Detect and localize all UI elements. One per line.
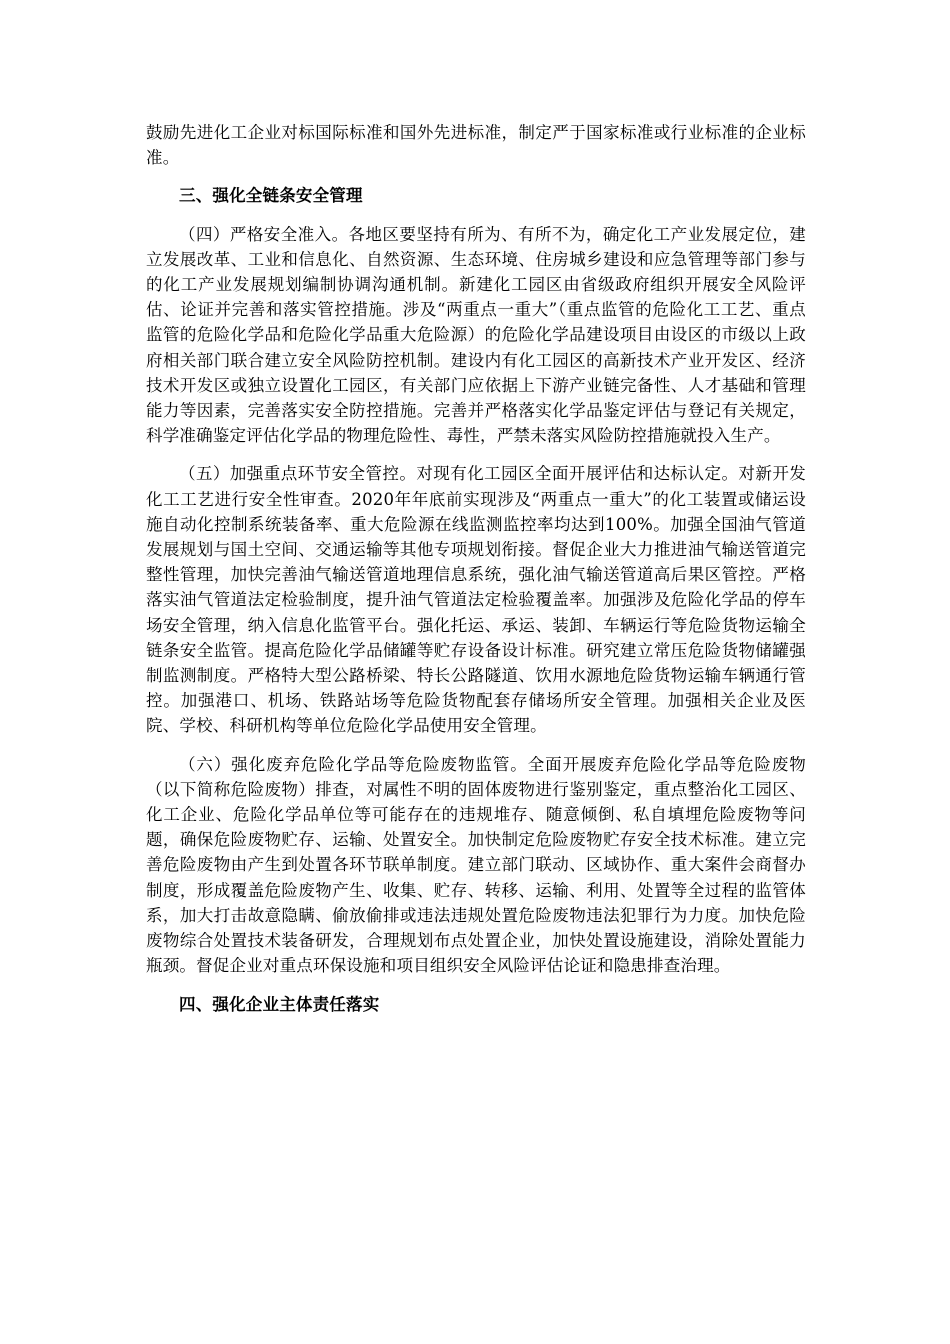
document-body [146, 120, 806, 1017]
section-heading-three: 三、强化全链条安全管理 [179, 186, 363, 206]
spacer [146, 979, 806, 992]
spacer [146, 739, 806, 752]
spacer [146, 448, 806, 461]
paragraph-four: （四）严格安全准入。各地区要坚持有所为、有所不为，确定化工产业发展定位，建立发展改革、工业和信息化、自然资源、生态环境、住房城乡建设和应急管理等部门参与的化工产业发展规划编制协调沟通机制。新建化工园区由省级政府组织开展安全风险评估、论证并完善和落实管控措施。涉及“两重点一重大”（重点监管的危险化工工艺、重点监管的危险化学品和危险化学品重大危险源）的危险化学品建设项目由设区的市级以上政府相关部门联合建立安全风险防控机制。建设内有化工园区的高新技术产业开发区、经济技术开发区或独立设置化工园区，有关部门应依据上下游产业链完备性、人才基础和管理能力等因素，完善落实安全防控措施。完善并严格落实化学品鉴定评估与登记有关规定，科学准确鉴定评估化学品的物理危险性、毒性，严禁未落实风险防控措施就投入生产。 [146, 224, 806, 446]
spacer [146, 170, 806, 183]
paragraph-six: （六）强化废弃危险化学品等危险废物监管。全面开展废弃危险化学品等危险废物（以下简称危险废物）排查，对属性不明的固体废物进行鉴别鉴定，重点整治化工园区、化工企业、危险化学品单位等可能存在的违规堆存、随意倾倒、私自填埋危险废物等问题，确保危险废物贮存、运输、处置安全。加快制定危险废物贮存安全技术标准。建立完善危险废物由产生到处置各环节联单制度。建立部门联动、区域协作、重大案件会商督办制度，形成覆盖危险废物产生、收集、贮存、转移、运输、利用、处置等全过程的监管体系，加大打击故意隐瞒、偷放偷排或违法违规处置危险废物违法犯罪行为力度。加快危险废物综合处置技术装备研发，合理规划布点处置企业，加快处置设施建设，消除处置能力瓶颈。督促企业对重点环保设施和项目组织安全风险评估论证和隐患排查治理。 [146, 754, 806, 976]
paragraph-five: （五）加强重点环节安全管控。对现有化工园区全面开展评估和达标认定。对新开发化工工艺进行安全性审查。2020年年底前实现涉及“两重点一重大”的化工装置或储运设施自动化控制系统装备率、重大危险源在线监测监控率均达到100%。加强全国油气管道发展规划与国土空间、交通运输等其他专项规划衔接。督促企业大力推进油气输送管道完整性管理，加快完善油气输送管道地理信息系统，强化油气输送管道高后果区管控。严格落实油气管道法定检验制度，提升油气管道法定检验覆盖率。加强涉及危险化学品的停车场安全管理，纳入信息化监管平台。强化托运、承运、装卸、车辆运行等危险货物运输全链条安全监管。提高危险化学品储罐等贮存设备设计标准。研究建立常压危险货物储罐强制监测制度。严格特大型公路桥梁、特长公路隧道、饮用水源地危险货物运输车辆通行管控。加强港口、机场、铁路站场等危险货物配套存储场所安全管理。加强相关企业及医院、学校、科研机构等单位危险化学品使用安全管理。 [146, 464, 806, 736]
spacer [146, 209, 806, 222]
section-heading-four: 四、强化企业主体责任落实 [179, 994, 380, 1014]
intro-paragraph: 鼓励先进化工企业对标国际标准和国外先进标准，制定严于国家标准或行业标准的企业标准。 [146, 123, 806, 168]
